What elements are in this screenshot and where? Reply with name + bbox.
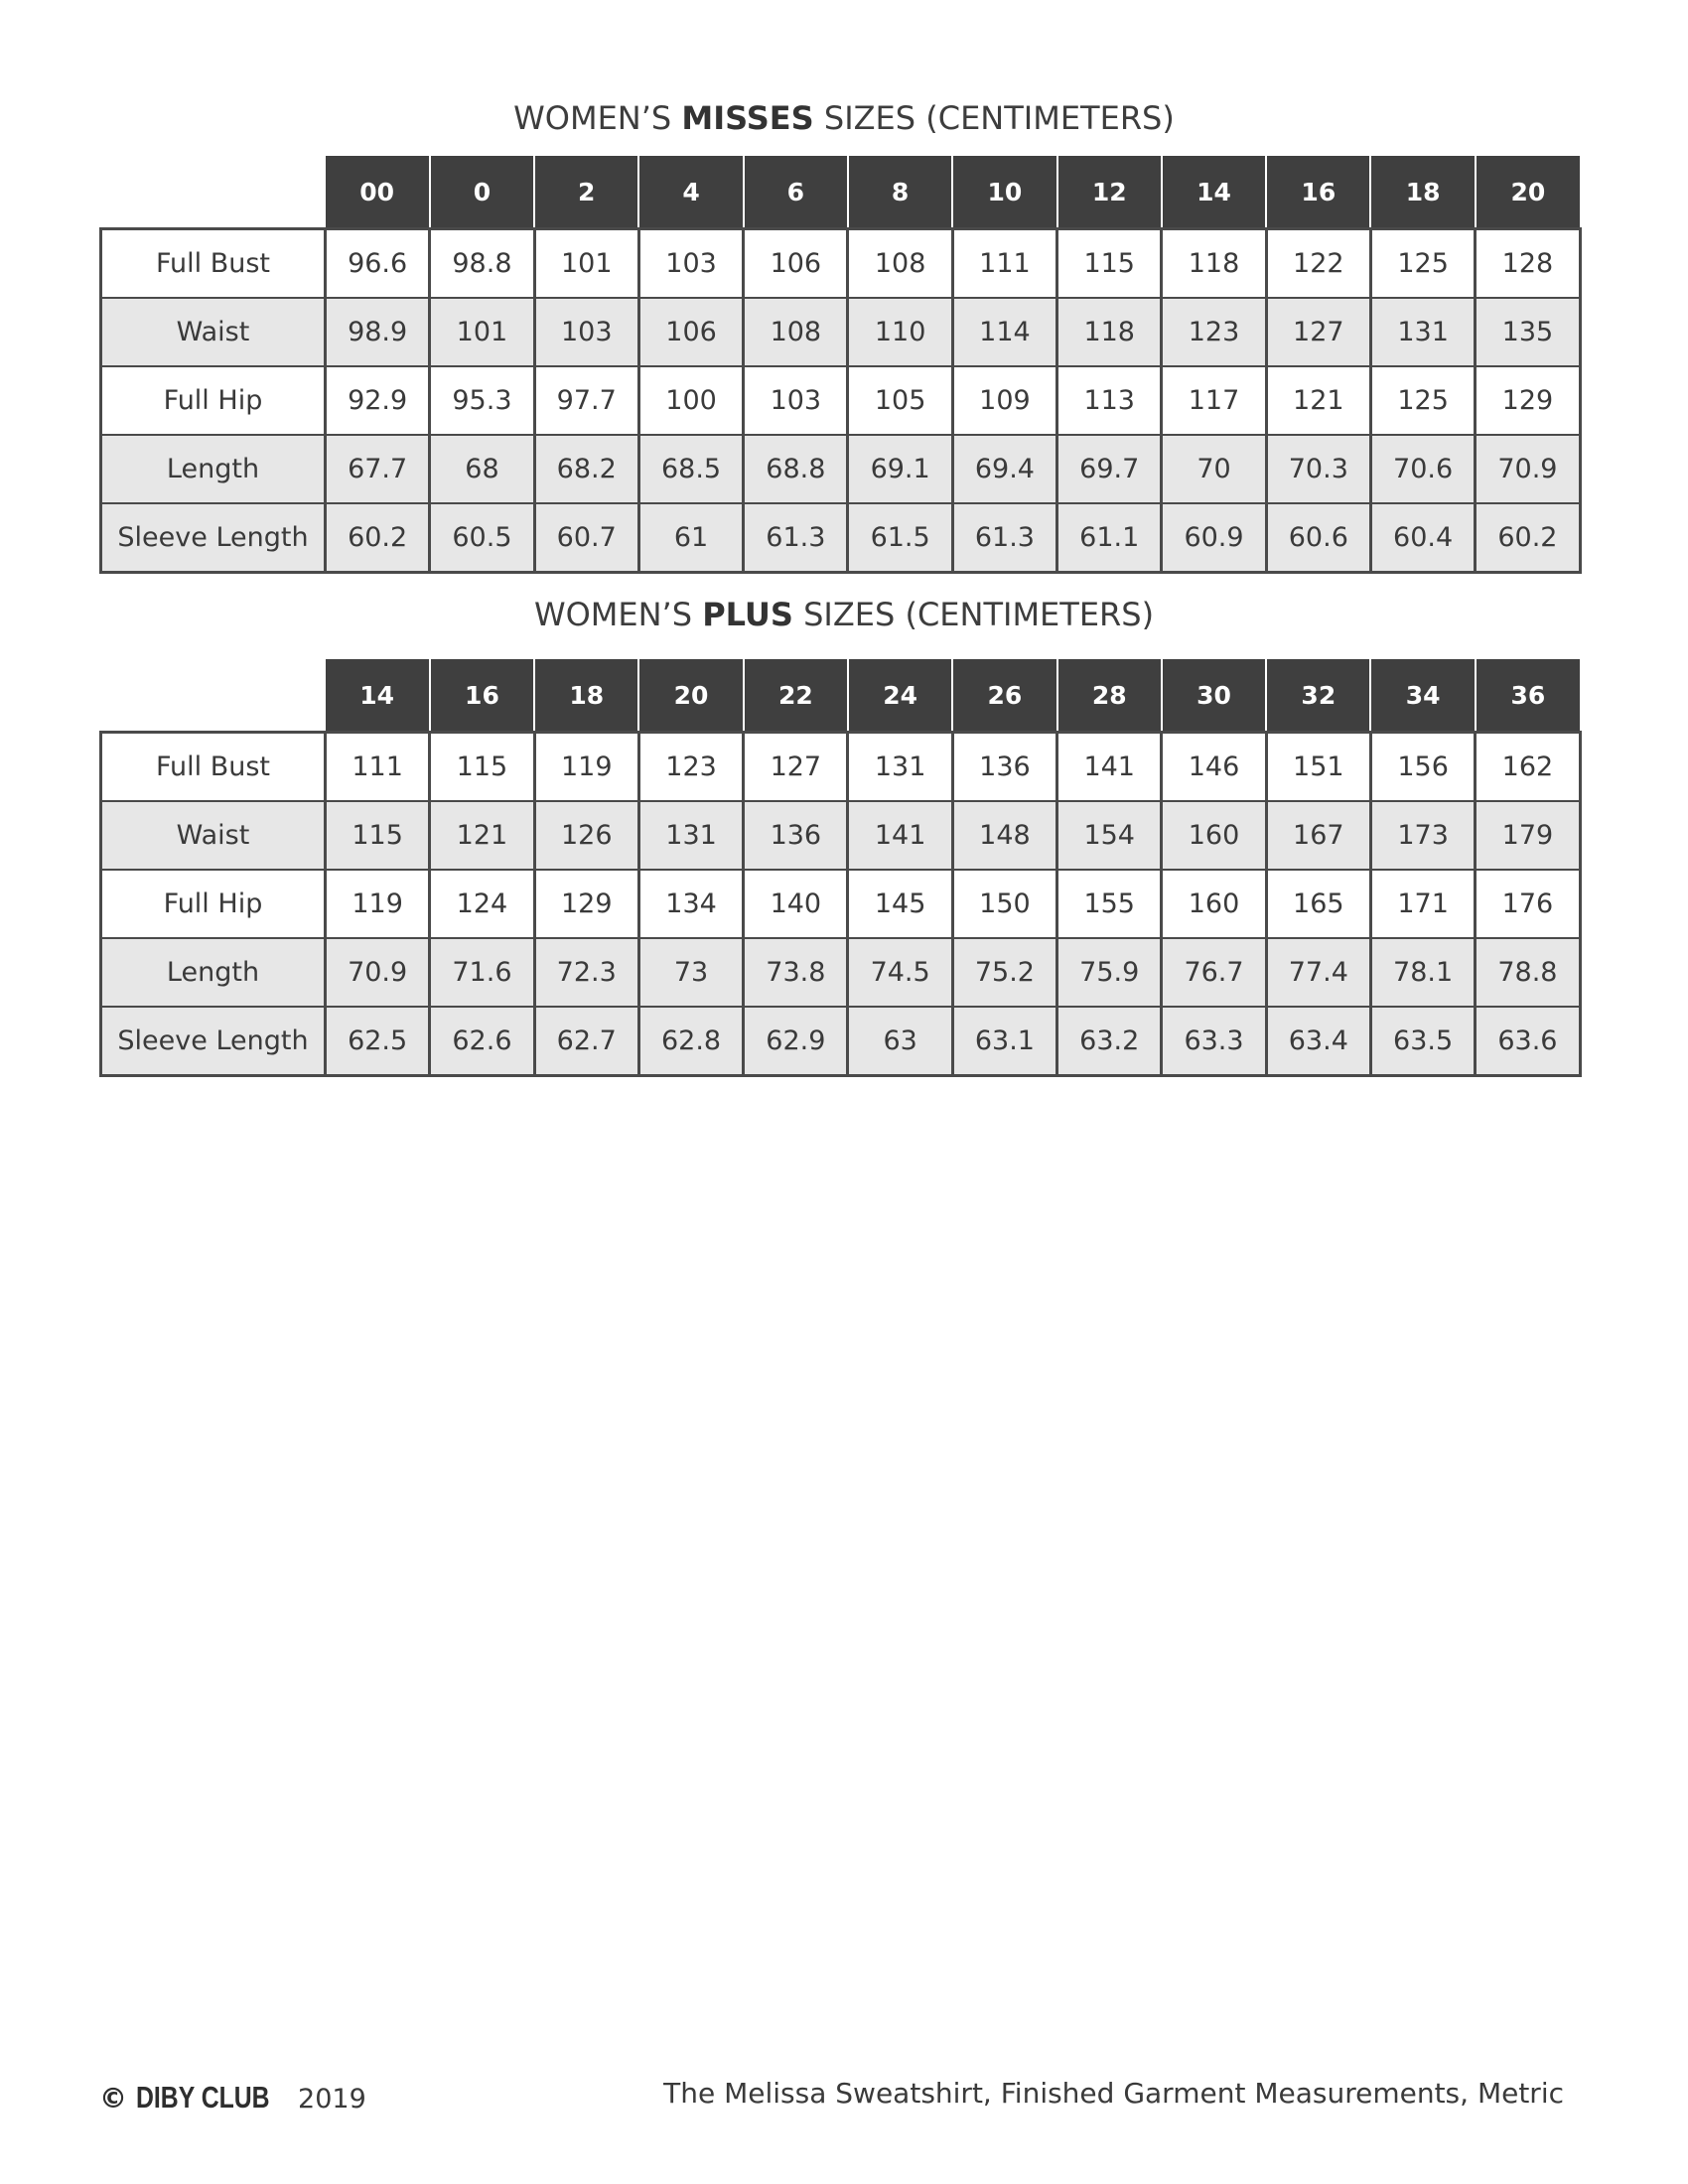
measurement-cell: 60.5	[430, 503, 534, 573]
measurement-cell: 60.6	[1266, 503, 1370, 573]
table-row-length	[101, 938, 1581, 1007]
measurement-cell: 60.2	[1476, 503, 1580, 573]
measurement-cell: 78.1	[1370, 938, 1475, 1007]
measurement-cell: 119	[534, 733, 638, 802]
measurement-cell: 125	[1370, 229, 1475, 299]
measurement-cell: 108	[744, 298, 848, 366]
measurement-cell: 67.7	[326, 435, 430, 503]
size-header: 16	[1266, 156, 1370, 229]
measurement-cell: 106	[744, 229, 848, 299]
measurement-cell: 69.4	[952, 435, 1056, 503]
measurement-cell: 60.4	[1370, 503, 1475, 573]
measurement-cell: 62.9	[744, 1007, 848, 1076]
table-corner	[101, 156, 326, 229]
table-row-length	[101, 435, 1581, 503]
measurement-cell: 100	[638, 366, 743, 435]
misses-title-bold: MISSES	[681, 99, 814, 137]
measurement-cell: 68.8	[744, 435, 848, 503]
size-header: 30	[1162, 659, 1266, 733]
measurement-cell: 69.7	[1057, 435, 1162, 503]
measurement-cell: 126	[534, 801, 638, 870]
misses-title-prefix: WOMEN’S	[513, 99, 672, 137]
measurement-cell: 129	[1476, 366, 1580, 435]
measurement-cell: 111	[952, 229, 1056, 299]
measurement-cell: 136	[744, 801, 848, 870]
measurement-cell: 156	[1370, 733, 1475, 802]
measurement-cell: 127	[1266, 298, 1370, 366]
measurement-cell: 68.2	[534, 435, 638, 503]
size-header: 32	[1266, 659, 1370, 733]
misses-header-row	[101, 156, 1581, 229]
measurement-cell: 74.5	[848, 938, 952, 1007]
brand-logo: DIBY CLUB	[135, 2080, 270, 2115]
measurement-cell: 131	[1370, 298, 1475, 366]
measurement-cell: 70	[1162, 435, 1266, 503]
measurement-cell: 118	[1057, 298, 1162, 366]
measurement-cell: 131	[848, 733, 952, 802]
size-header: 26	[952, 659, 1056, 733]
measurement-cell: 155	[1057, 870, 1162, 938]
measurement-cell: 124	[430, 870, 534, 938]
measurement-cell: 101	[430, 298, 534, 366]
row-label: Full Hip	[101, 366, 326, 435]
measurement-cell: 68.5	[638, 435, 743, 503]
measurement-cell: 101	[534, 229, 638, 299]
table-corner	[101, 659, 326, 733]
measurement-cell: 173	[1370, 801, 1475, 870]
table-row-sleeve-length	[101, 1007, 1581, 1076]
measurement-cell: 70.9	[1476, 435, 1580, 503]
measurement-cell: 176	[1476, 870, 1580, 938]
size-header: 12	[1057, 156, 1162, 229]
measurement-cell: 171	[1370, 870, 1475, 938]
measurement-cell: 61.1	[1057, 503, 1162, 573]
measurement-cell: 73	[638, 938, 743, 1007]
measurement-cell: 69.1	[848, 435, 952, 503]
row-label: Full Bust	[101, 229, 326, 299]
size-header: 22	[744, 659, 848, 733]
measurement-cell: 135	[1476, 298, 1580, 366]
size-header: 0	[430, 156, 534, 229]
row-label: Sleeve Length	[101, 503, 326, 573]
measurement-cell: 114	[952, 298, 1056, 366]
measurement-cell: 73.8	[744, 938, 848, 1007]
table-row-full-bust	[101, 229, 1581, 299]
misses-size-table	[99, 156, 1582, 574]
measurement-cell: 71.6	[430, 938, 534, 1007]
measurement-cell: 115	[1057, 229, 1162, 299]
measurement-cell: 141	[848, 801, 952, 870]
measurement-cell: 60.9	[1162, 503, 1266, 573]
table-row-waist	[101, 801, 1581, 870]
size-header: 18	[534, 659, 638, 733]
measurement-cell: 62.8	[638, 1007, 743, 1076]
measurement-cell: 150	[952, 870, 1056, 938]
measurement-cell: 140	[744, 870, 848, 938]
measurement-cell: 60.2	[326, 503, 430, 573]
misses-title	[0, 99, 1688, 137]
measurement-cell: 160	[1162, 801, 1266, 870]
measurement-cell: 103	[744, 366, 848, 435]
measurement-cell: 165	[1266, 870, 1370, 938]
measurement-cell: 63	[848, 1007, 952, 1076]
measurement-cell: 115	[326, 801, 430, 870]
measurement-cell: 162	[1476, 733, 1580, 802]
copyright-year: 2019	[298, 2084, 366, 2115]
size-header: 8	[848, 156, 952, 229]
measurement-cell: 98.8	[430, 229, 534, 299]
size-header: 4	[638, 156, 743, 229]
plus-title	[0, 596, 1688, 633]
table-row-sleeve-length	[101, 503, 1581, 573]
measurement-cell: 145	[848, 870, 952, 938]
measurement-cell: 95.3	[430, 366, 534, 435]
plus-title-prefix: WOMEN’S	[533, 596, 693, 633]
measurement-cell: 108	[848, 229, 952, 299]
size-header: 14	[1162, 156, 1266, 229]
plus-title-suffix: SIZES (CENTIMETERS)	[803, 596, 1155, 633]
table-row-full-hip	[101, 366, 1581, 435]
measurement-cell: 136	[952, 733, 1056, 802]
size-header: 24	[848, 659, 952, 733]
plus-size-table	[99, 659, 1582, 1077]
measurement-cell: 63.6	[1476, 1007, 1580, 1076]
measurement-cell: 179	[1476, 801, 1580, 870]
measurement-cell: 128	[1476, 229, 1580, 299]
table-row-full-hip	[101, 870, 1581, 938]
measurement-cell: 167	[1266, 801, 1370, 870]
row-label: Waist	[101, 298, 326, 366]
measurement-cell: 121	[1266, 366, 1370, 435]
measurement-cell: 97.7	[534, 366, 638, 435]
measurement-cell: 131	[638, 801, 743, 870]
size-header: 34	[1370, 659, 1475, 733]
row-label: Length	[101, 435, 326, 503]
measurement-cell: 122	[1266, 229, 1370, 299]
size-header: 36	[1476, 659, 1580, 733]
plus-header-row	[101, 659, 1581, 733]
measurement-cell: 98.9	[326, 298, 430, 366]
measurement-cell: 106	[638, 298, 743, 366]
measurement-cell: 61	[638, 503, 743, 573]
measurement-cell: 117	[1162, 366, 1266, 435]
measurement-cell: 110	[848, 298, 952, 366]
measurement-cell: 118	[1162, 229, 1266, 299]
measurement-cell: 61.5	[848, 503, 952, 573]
size-header: 20	[1476, 156, 1580, 229]
measurement-cell: 134	[638, 870, 743, 938]
measurement-cell: 103	[534, 298, 638, 366]
row-label: Sleeve Length	[101, 1007, 326, 1076]
measurement-cell: 151	[1266, 733, 1370, 802]
row-label: Waist	[101, 801, 326, 870]
plus-title-bold: PLUS	[702, 596, 793, 633]
footer-copyright	[99, 2080, 366, 2116]
measurement-cell: 70.9	[326, 938, 430, 1007]
measurement-cell: 61.3	[744, 503, 848, 573]
measurement-cell: 63.2	[1057, 1007, 1162, 1076]
measurement-cell: 68	[430, 435, 534, 503]
measurement-cell: 146	[1162, 733, 1266, 802]
size-header: 00	[326, 156, 430, 229]
measurement-cell: 62.5	[326, 1007, 430, 1076]
measurement-cell: 141	[1057, 733, 1162, 802]
measurement-cell: 123	[638, 733, 743, 802]
measurement-cell: 129	[534, 870, 638, 938]
measurement-cell: 60.7	[534, 503, 638, 573]
measurement-cell: 125	[1370, 366, 1475, 435]
measurement-cell: 92.9	[326, 366, 430, 435]
measurement-cell: 127	[744, 733, 848, 802]
row-label: Length	[101, 938, 326, 1007]
measurement-cell: 72.3	[534, 938, 638, 1007]
size-header: 28	[1057, 659, 1162, 733]
measurement-cell: 105	[848, 366, 952, 435]
measurement-cell: 75.2	[952, 938, 1056, 1007]
measurement-cell: 61.3	[952, 503, 1056, 573]
size-header: 2	[534, 156, 638, 229]
measurement-cell: 96.6	[326, 229, 430, 299]
measurement-cell: 63.4	[1266, 1007, 1370, 1076]
measurement-cell: 62.6	[430, 1007, 534, 1076]
measurement-cell: 103	[638, 229, 743, 299]
measurement-cell: 62.7	[534, 1007, 638, 1076]
measurement-cell: 70.3	[1266, 435, 1370, 503]
measurement-cell: 123	[1162, 298, 1266, 366]
measurement-cell: 75.9	[1057, 938, 1162, 1007]
measurement-cell: 63.3	[1162, 1007, 1266, 1076]
measurement-cell: 78.8	[1476, 938, 1580, 1007]
size-header: 16	[430, 659, 534, 733]
size-header: 6	[744, 156, 848, 229]
measurement-cell: 154	[1057, 801, 1162, 870]
measurement-cell: 119	[326, 870, 430, 938]
measurement-cell: 121	[430, 801, 534, 870]
measurement-cell: 77.4	[1266, 938, 1370, 1007]
misses-title-suffix: SIZES (CENTIMETERS)	[823, 99, 1175, 137]
measurement-cell: 63.5	[1370, 1007, 1475, 1076]
table-row-waist	[101, 298, 1581, 366]
copyright-icon: ©	[99, 2082, 127, 2115]
footer-caption: The Melissa Sweatshirt, Finished Garment Measurements, Metric	[663, 2077, 1564, 2110]
row-label: Full Bust	[101, 733, 326, 802]
measurement-cell: 113	[1057, 366, 1162, 435]
measurement-cell: 70.6	[1370, 435, 1475, 503]
measurement-cell: 148	[952, 801, 1056, 870]
measurement-cell: 76.7	[1162, 938, 1266, 1007]
row-label: Full Hip	[101, 870, 326, 938]
measurement-cell: 160	[1162, 870, 1266, 938]
size-header: 14	[326, 659, 430, 733]
size-header: 10	[952, 156, 1056, 229]
table-row-full-bust	[101, 733, 1581, 802]
measurement-cell: 115	[430, 733, 534, 802]
size-header: 18	[1370, 156, 1475, 229]
measurement-cell: 63.1	[952, 1007, 1056, 1076]
size-header: 20	[638, 659, 743, 733]
measurement-cell: 111	[326, 733, 430, 802]
measurement-cell: 109	[952, 366, 1056, 435]
